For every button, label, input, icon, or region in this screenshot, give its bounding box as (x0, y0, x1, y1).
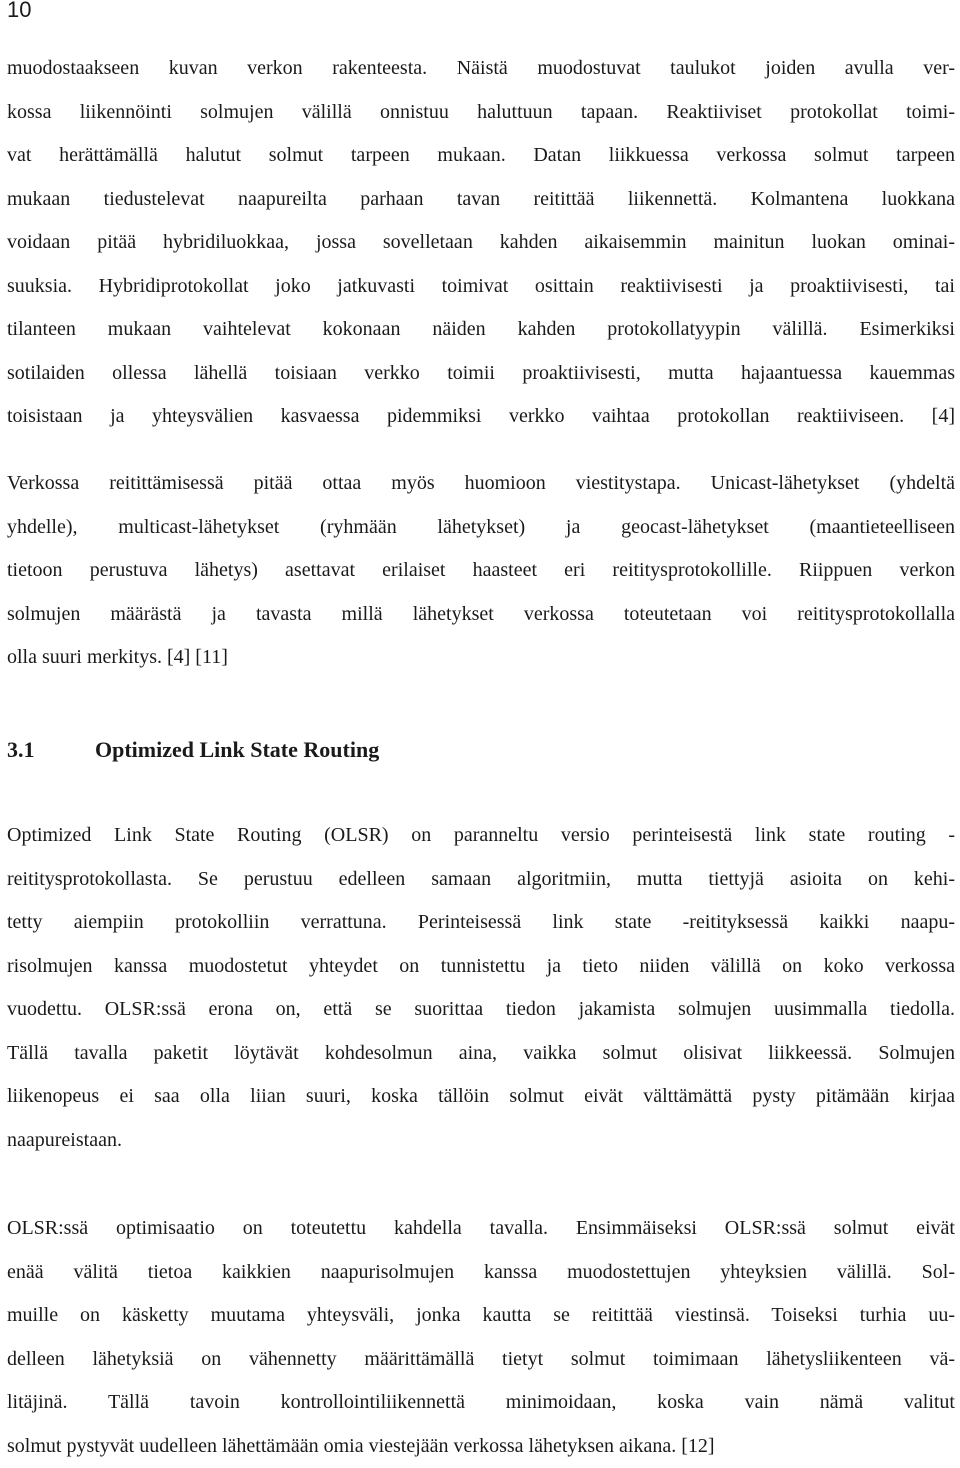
text-line: liikenopeus ei saa olla liian suuri, koska tällöin solmut eivät välttämättä pysty pitämään kirjaa (7, 1075, 955, 1119)
text-line: solmut pystyvät uudelleen lähettämään omia viestejään verkossa lähetyksen aikana. [12] (7, 1425, 955, 1468)
text-line: Tällä tavalla paketit löytävät kohdesolmun aina, vaikka solmut olisivat liikkeessä. Solmujen (7, 1032, 955, 1076)
text-line: Verkossa reitittämisessä pitää ottaa myös huomioon viestitystapa. Unicast-lähetykset (yhdeltä (7, 462, 955, 506)
text-line: OLSR:ssä optimisaatio on toteutettu kahdella tavalla. Ensimmäiseksi OLSR:ssä solmut eivät (7, 1207, 955, 1251)
paragraph-3 (7, 814, 955, 1162)
section-number: 3.1 (7, 730, 95, 770)
text-line: tietoon perustuva lähetys) asettavat erilaiset haasteet eri reititysprotokollille. Riippuen verkon (7, 549, 955, 593)
text-line: Optimized Link State Routing (OLSR) on paranneltu versio perinteisestä link state routing - (7, 814, 955, 858)
text-line: muille on käsketty muutama yhteysväli, jonka kautta se reitittää viestinsä. Toiseksi turhia uu- (7, 1294, 955, 1338)
paragraph-4 (7, 1207, 955, 1468)
paragraph-1 (7, 47, 955, 439)
text-line: naapureistaan. (7, 1119, 955, 1163)
text-line: muodostaakseen kuvan verkon rakenteesta. Näistä muodostuvat taulukot joiden avulla ver- (7, 47, 955, 91)
paragraph-2 (7, 462, 955, 680)
text-line: olla suuri merkitys. [4] [11] (7, 636, 955, 680)
text-line: kossa liikennöinti solmujen välillä onnistuu haluttuun tapaan. Reaktiiviset protokollat toimi- (7, 91, 955, 135)
text-line: vat herättämällä halutut solmut tarpeen mukaan. Datan liikkuessa verkossa solmut tarpeen (7, 134, 955, 178)
text-line: sotilaiden ollessa lähellä toisiaan verkko toimii proaktiivisesti, mutta hajaantuessa kauemmas (7, 352, 955, 396)
text-line: tilanteen mukaan vaihtelevat kokonaan näiden kahden protokollatyypin välillä. Esimerkiksi (7, 308, 955, 352)
text-line: toisistaan ja yhteysvälien kasvaessa pidemmiksi verkko vaihtaa protokollan reaktiiviseen. [4] (7, 395, 955, 439)
section-heading (7, 730, 379, 770)
text-line: voidaan pitää hybridiluokkaa, jossa sovelletaan kahden aikaisemmin mainitun luokan ominai- (7, 221, 955, 265)
section-title: Optimized Link State Routing (95, 737, 379, 762)
text-line: enää välitä tietoa kaikkien naapurisolmujen kanssa muodostettujen yhteyksien välillä. Sol- (7, 1251, 955, 1295)
text-line: mukaan tiedustelevat naapureilta parhaan tavan reitittää liikennettä. Kolmantena luokkana (7, 178, 955, 222)
text-line: solmujen määrästä ja tavasta millä lähetykset verkossa toteutetaan voi reititysprotokollalla (7, 593, 955, 637)
text-line: suuksia. Hybridiprotokollat joko jatkuvasti toimivat osittain reaktiivisesti ja proaktiivisesti, tai (7, 265, 955, 309)
text-line: reititysprotokollasta. Se perustuu edelleen samaan algoritmiin, mutta tiettyjä asioita on kehi- (7, 858, 955, 902)
text-line: vuodettu. OLSR:ssä erona on, että se suorittaa tiedon jakamista solmujen uusimmalla tiedolla. (7, 988, 955, 1032)
text-line: litäjinä. Tällä tavoin kontrollointiliikennettä minimoidaan, koska vain nämä valitut (7, 1381, 955, 1425)
text-line: tetty aiempiin protokolliin verrattuna. Perinteisessä link state -reitityksessä kaikki naapu- (7, 901, 955, 945)
text-line: delleen lähetyksiä on vähennetty määrittämällä tietyt solmut toimimaan lähetysliikenteen vä- (7, 1338, 955, 1382)
text-line: risolmujen kanssa muodostetut yhteydet on tunnistettu ja tieto niiden välillä on koko verkossa (7, 945, 955, 989)
page-number: 10 (7, 0, 31, 23)
text-line: yhdelle), multicast-lähetykset (ryhmään lähetykset) ja geocast-lähetykset (maantieteelliseen (7, 506, 955, 550)
